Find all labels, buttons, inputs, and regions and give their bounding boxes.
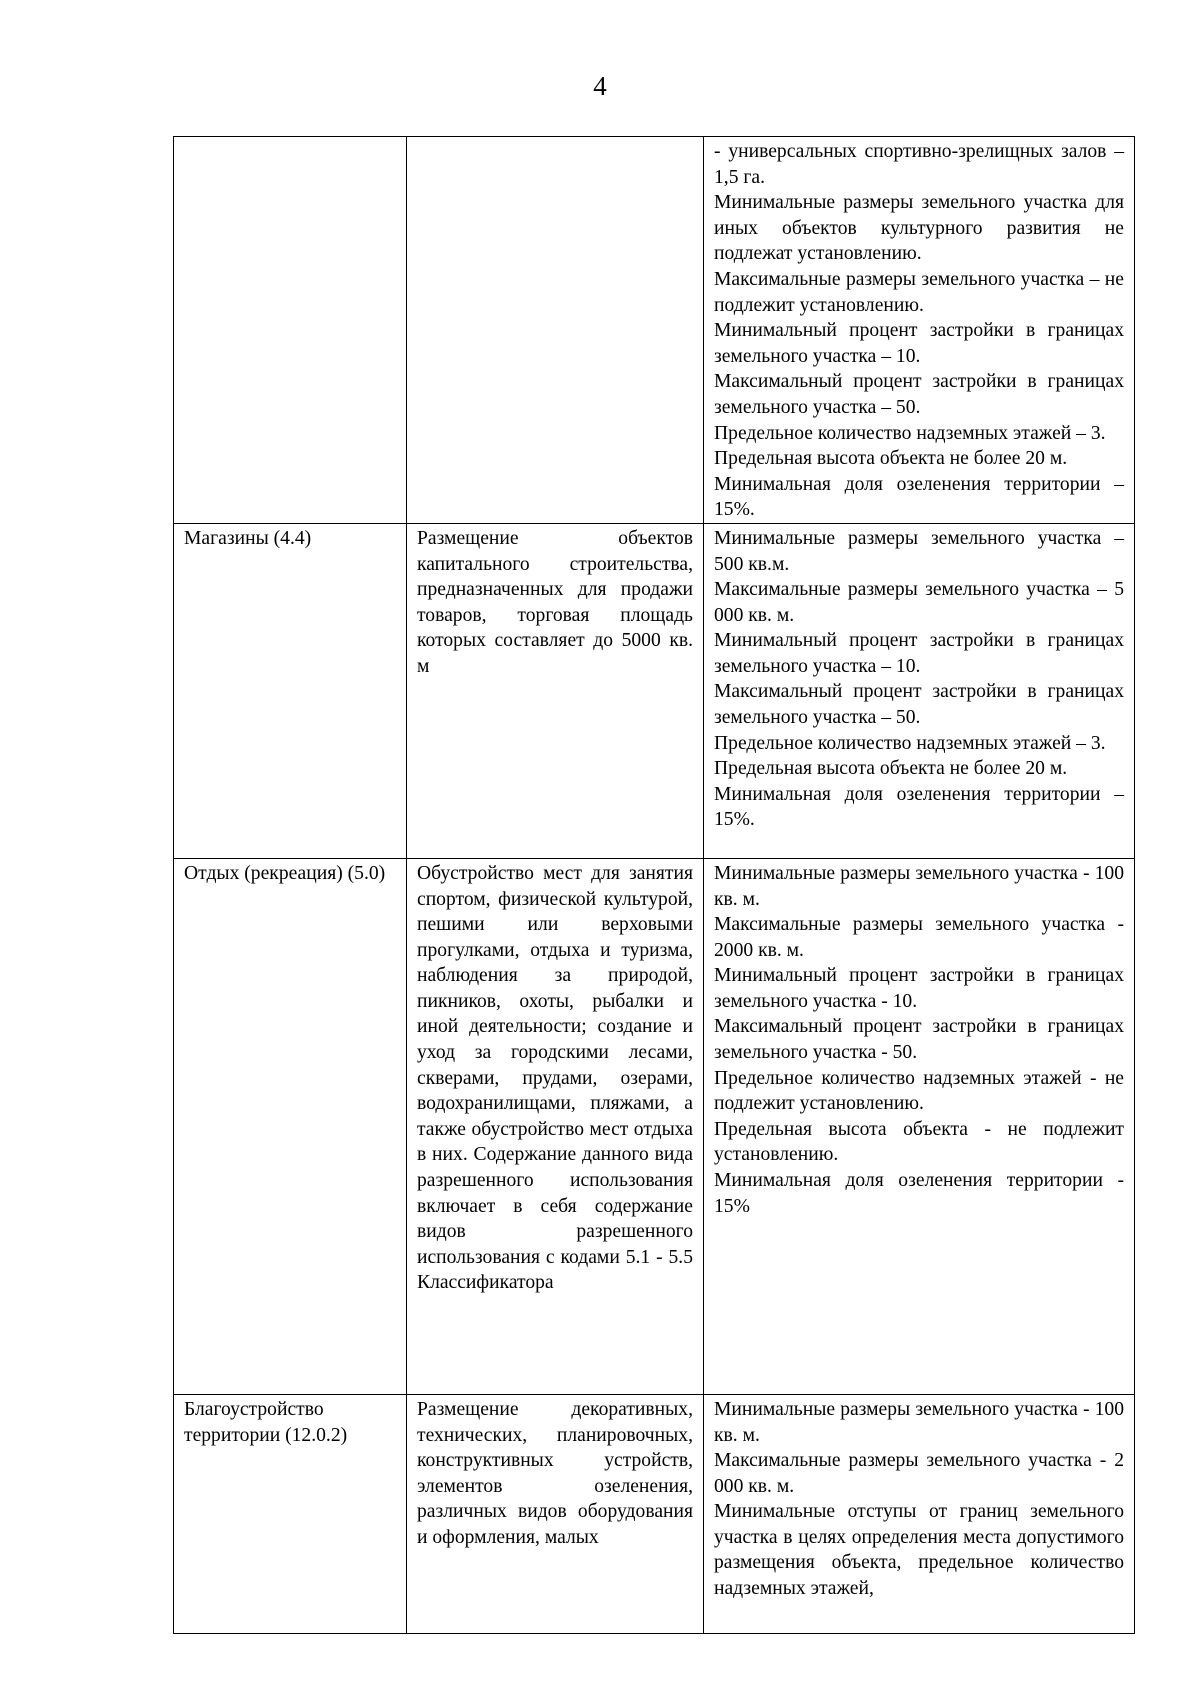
parameter-text: Предельная высота объекта не более 20 м. xyxy=(714,758,1068,780)
parameter-text: Минимальный процент застройки в границах земельного участка – 10. xyxy=(714,630,1124,677)
parameter-text: Максимальные размеры земельного участка - 2 000 кв. м. xyxy=(714,1450,1124,1497)
description-cell xyxy=(407,137,704,524)
parameter-text: Минимальный процент застройки в границах земельного участка - 10. xyxy=(714,965,1124,1012)
parameter-text: Максимальный процент застройки в границах земельного участка - 50. xyxy=(714,1016,1124,1064)
parameter-text: Минимальная доля озеленения территории – 15%. xyxy=(714,783,1124,831)
description-text: Обустройство мест для занятия спортом, физической культурой, пешими или верховыми прогулками, отдыха и туризма, наблюдения за природой, пикников, охоты, рыбалки и иной деятельности; создание и уход за городскими лесами, скверами, прудами, озерами, водохранилищами, пляжами, а также обустройство мест отдыха в них. Содержание данного вида разрешенного использования включает в себя содержание видов разрешенного использования с кодами 5.1 - 5.5 Классификатора xyxy=(417,862,693,1294)
parameters-cell xyxy=(704,858,1135,1394)
parameter-text: Минимальная доля озеленения территории – 15%. xyxy=(714,473,1124,521)
parameters-cell xyxy=(704,523,1135,858)
parameter-text: Предельная высота объекта - не подлежит установлению. xyxy=(714,1118,1124,1166)
description-cell xyxy=(407,858,704,1394)
use-type-cell xyxy=(174,137,407,524)
parameter-text: Максимальные размеры земельного участка – 5 000 кв. м. xyxy=(714,579,1124,626)
parameter-text: Предельное количество надземных этажей - не подлежит установлению. xyxy=(714,1067,1124,1115)
parameter-text: Максимальный процент застройки в границах земельного участка – 50. xyxy=(714,681,1124,729)
parameter-text: Минимальная доля озеленения территории - 15% xyxy=(714,1170,1124,1217)
parameter-text: Предельная высота объекта не более 20 м. xyxy=(714,448,1068,470)
parameter-text: - универсальных спортивно-зрелищных залов – 1,5 га. xyxy=(714,141,1124,188)
parameter-text: Минимальные отступы от границ земельного участка в целях определения места допустимого размещения объекта, предельное количество надземных этажей, xyxy=(714,1501,1124,1600)
parameters-cell xyxy=(704,1394,1135,1633)
parameter-text: Минимальные размеры земельного участка – 500 кв.м. xyxy=(714,527,1124,575)
parameter-text: Минимальные размеры земельного участка - 100 кв. м. xyxy=(714,862,1124,910)
description-cell xyxy=(407,523,704,858)
table-row xyxy=(174,858,1135,1394)
table-row xyxy=(174,137,1135,524)
page-number: 4 xyxy=(593,71,607,101)
parameter-text: Максимальные размеры земельного участка – не подлежит установлению. xyxy=(714,268,1124,316)
parameter-text: Минимальный процент застройки в границах земельного участка – 10. xyxy=(714,320,1124,367)
table-row xyxy=(174,1394,1135,1633)
parameter-text: Максимальный процент застройки в границах земельного участка – 50. xyxy=(714,371,1124,418)
parameter-text: Предельное количество надземных этажей – 3. xyxy=(714,422,1106,444)
parameter-text: Предельное количество надземных этажей – 3. xyxy=(714,732,1106,754)
description-cell xyxy=(407,1394,704,1633)
parameter-text: Минимальные размеры земельного участка - 100 кв. м. xyxy=(714,1398,1124,1446)
description-text: Размещение декоративных, технических, планировочных, конструктивных устройств, элементов озеленения, различных видов оборудования и оформления, малых xyxy=(417,1398,693,1548)
parameter-text: Минимальные размеры земельного участка для иных объектов культурного развития не подлежат установлению. xyxy=(714,192,1124,265)
zoning-regulations-table xyxy=(173,136,1135,1634)
use-type-name: Магазины (4.4) xyxy=(184,527,312,549)
use-type-name: Отдых (рекреация) (5.0) xyxy=(184,862,386,884)
use-type-cell xyxy=(174,523,407,858)
parameters-cell xyxy=(704,137,1135,524)
use-type-cell xyxy=(174,1394,407,1633)
table-row xyxy=(174,523,1135,858)
use-type-cell xyxy=(174,858,407,1394)
description-text: Размещение объектов капитального строительства, предназначенных для продажи товаров, торговая площадь которых составляет до 5000 кв. м xyxy=(417,527,693,677)
parameter-text: Максимальные размеры земельного участка - 2000 кв. м. xyxy=(714,914,1124,961)
use-type-name: Благоустройство территории (12.0.2) xyxy=(184,1398,348,1446)
